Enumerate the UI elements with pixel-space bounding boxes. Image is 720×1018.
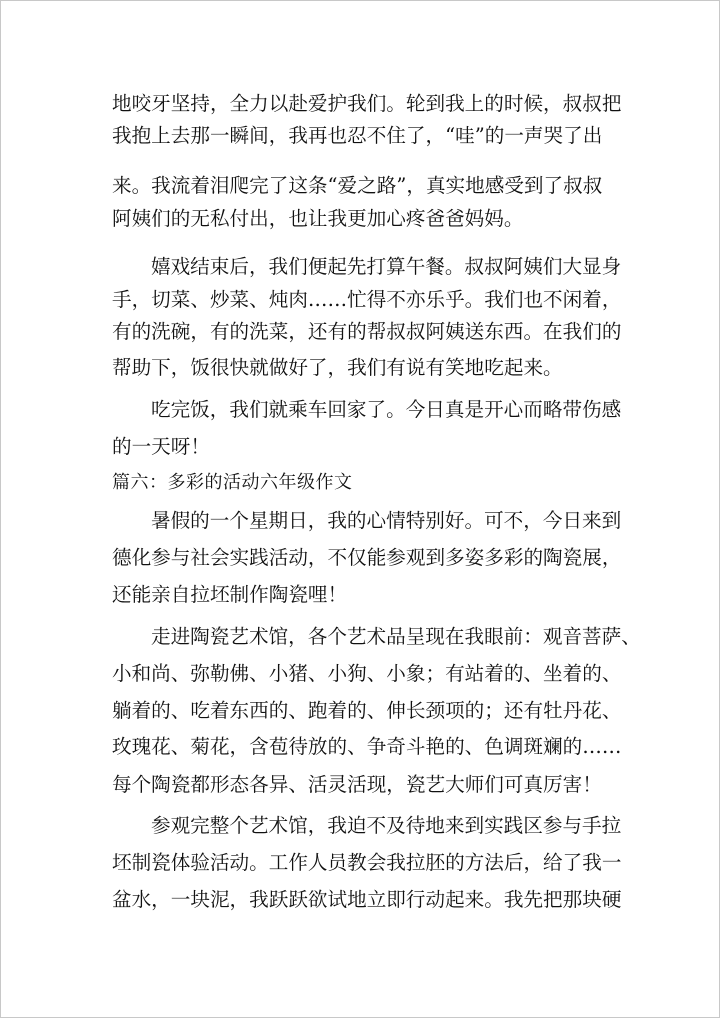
text-line-21: 坯制瓷体验活动。工作人员教会我拉胚的方法后，给了我一 bbox=[112, 851, 622, 874]
section-title: 篇六：多彩的活动六年级作文 bbox=[112, 472, 353, 493]
text-line-15: 走进陶瓷艺术馆，各个艺术品呈现在我眼前：观音菩萨、 bbox=[151, 625, 641, 648]
text-line-12: 暑假的一个星期日，我的心情特别好。可不，今日来到 bbox=[151, 509, 622, 532]
text-line-13: 德化参与社会实践活动，不仅能参观到多姿多彩的陶瓷展， bbox=[112, 546, 622, 569]
text-line-19: 每个陶瓷都形态各异、活灵活现，瓷艺大师们可真厉害！ bbox=[112, 773, 602, 796]
text-line-8: 帮助下，饭很快就做好了，我们有说有笑地吃起来。 bbox=[112, 356, 563, 379]
text-line-17: 躺着的、吃着东西的、跑着的、伸长颈项的；还有牡丹花、 bbox=[112, 699, 622, 722]
text-line-14: 还能亲自拉坯制作陶瓷哩！ bbox=[112, 583, 348, 606]
text-line-9: 吃完饭，我们就乘车回家了。今日真是开心而略带伤感 bbox=[151, 398, 622, 421]
text-line-5: 嬉戏结束后，我们便起先打算午餐。叔叔阿姨们大显身 bbox=[151, 255, 622, 278]
text-line-10: 的一天呀！ bbox=[112, 435, 210, 458]
text-line-18: 玫瑰花、菊花，含苞待放的、争奇斗艳的、色调斑斓的…… bbox=[112, 735, 622, 758]
text-line-4: 阿姨们的无私付出，也让我更加心疼爸爸妈妈。 bbox=[112, 207, 524, 230]
text-line-2: 我抱上去那一瞬间，我再也忍不住了，“哇”的一声哭了出 bbox=[112, 124, 603, 147]
text-line-6: 手，切菜、炒菜、炖肉……忙得不亦乐乎。我们也不闲着， bbox=[112, 288, 622, 311]
text-line-22: 盆水，一块泥，我跃跃欲试地立即行动起来。我先把那块硬 bbox=[112, 888, 622, 911]
text-line-7: 有的洗碗，有的洗菜，还有的帮叔叔阿姨送东西。在我们的 bbox=[112, 320, 622, 343]
text-line-20: 参观完整个艺术馆，我迫不及待地来到实践区参与手拉 bbox=[151, 814, 622, 837]
text-line-3: 来。我流着泪爬完了这条“爱之路”，真实地感受到了叔叔 bbox=[112, 174, 603, 197]
text-line-16: 小和尚、弥勒佛、小猪、小狗、小象；有站着的、坐着的、 bbox=[112, 662, 622, 685]
text-line-1: 地咬牙坚持，全力以赴爱护我们。轮到我上的时候，叔叔把 bbox=[112, 92, 622, 115]
